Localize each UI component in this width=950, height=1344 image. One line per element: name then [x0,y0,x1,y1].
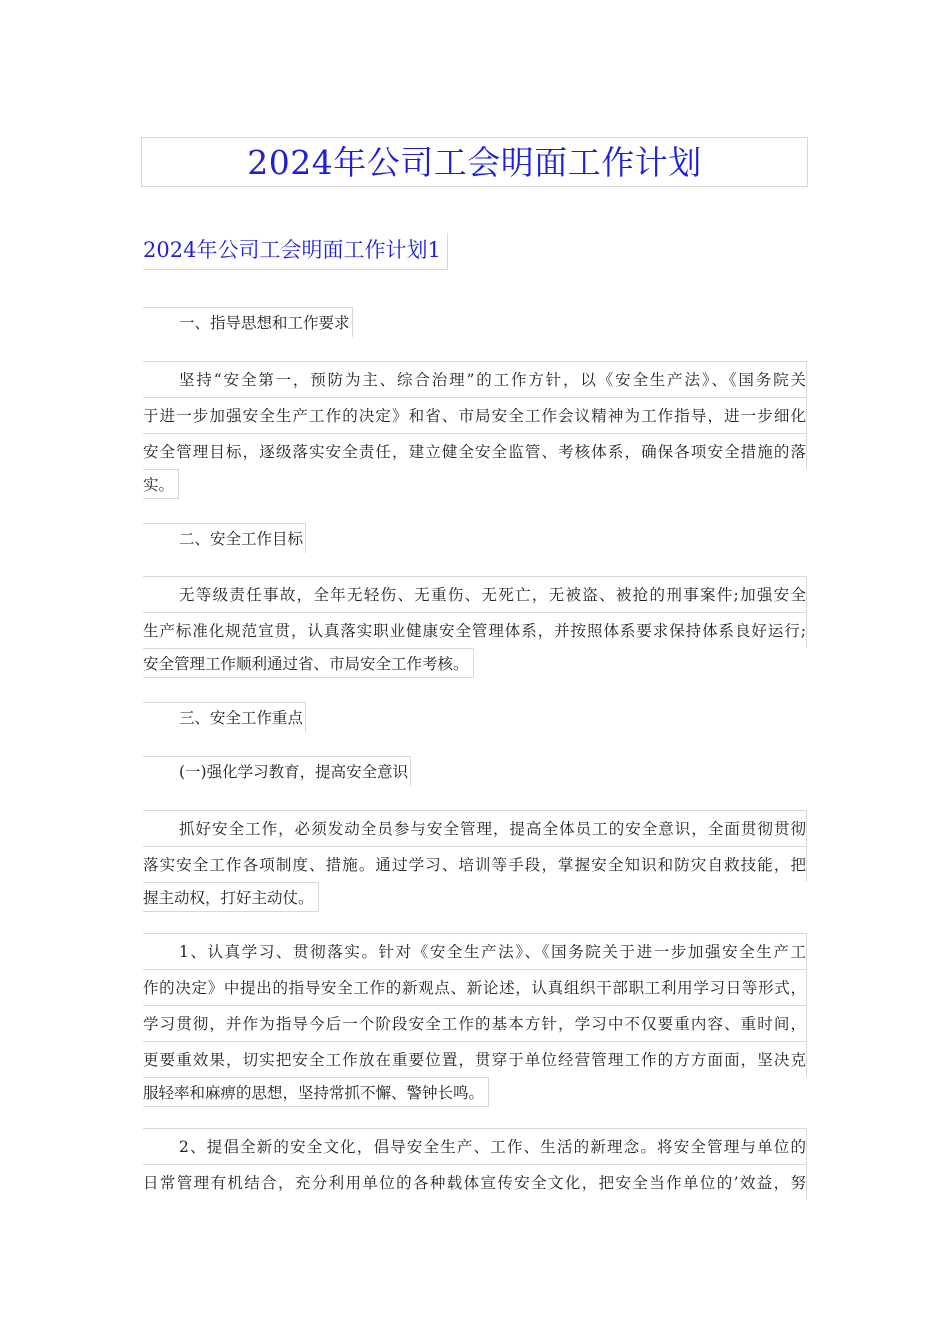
heading-safety-goals: 二、安全工作目标 [143,523,306,553]
paragraph-line: 日常管理有机结合，充分利用单位的各种载体宣传安全文化，把安全当作单位的’效益，努 [143,1164,807,1200]
title-frame [141,137,808,187]
heading-safety-focus: 三、安全工作重点 [143,702,306,732]
paragraph-line: 1、认真学习、贯彻落实。针对《安全生产法》、《国务院关于进一步加强安全生产工 [143,933,807,969]
paragraph-safety-goals [143,576,807,682]
document-title: 2024年公司工会明面工作计划 [247,142,702,182]
paragraph-line: 作的决定》中提出的指导安全工作的新观点、新论述，认真组织干部职工利用学习日等形式， [143,969,807,1005]
paragraph-line: 安全管理工作顺利通过省、市局安全工作考核。 [143,648,474,678]
paragraph-study-implement [143,933,807,1111]
paragraph-line: 安全管理目标，逐级落实安全责任，建立健全安全监管、考核体系，确保各项安全措施的落 [143,433,807,469]
heading-strengthen-education: (一)强化学习教育，提高安全意识 [143,756,411,786]
paragraph-guiding-ideology [143,361,807,503]
paragraph-line: 抓好安全工作，必须发动全员参与安全管理，提高全体员工的安全意识，全面贯彻贯彻 [143,810,807,846]
paragraph-line: 2、提倡全新的安全文化，倡导安全生产、工作、生活的新理念。将安全管理与单位的 [143,1128,807,1164]
paragraph-line: 于进一步加强安全生产工作的决定》和省、市局安全工作会议精神为工作指导，进一步细化 [143,397,807,433]
paragraph-line: 学习贯彻，并作为指导今后一个阶段安全工作的基本方针，学习中不仅要重内容、重时间， [143,1005,807,1041]
paragraph-line: 握主动权，打好主动仗。 [143,882,319,912]
heading-guiding-ideology: 一、指导思想和工作要求 [143,307,353,337]
paragraph-line: 坚持“安全第一，预防为主、综合治理”的工作方针，以《安全生产法》、《国务院关 [143,361,807,397]
paragraph-safety-work [143,810,807,916]
paragraph-line: 无等级责任事故，全年无轻伤、无重伤、无死亡，无被盗、被抢的刑事案件;加强安全 [143,576,807,612]
paragraph-line: 生产标准化规范宣贯，认真落实职业健康安全管理体系，并按照体系要求保持体系良好运行; [143,612,807,648]
paragraph-line: 实。 [143,469,179,499]
paragraph-line: 服轻率和麻痹的思想，坚持常抓不懈、警钟长鸣。 [143,1077,489,1107]
paragraph-line: 落实安全工作各项制度、措施。通过学习、培训等手段，掌握安全知识和防灾自救技能，把 [143,846,807,882]
paragraph-line: 更要重效果，切实把安全工作放在重要位置，贯穿于单位经营管理工作的方方面面，坚决克 [143,1041,807,1077]
paragraph-safety-culture [143,1128,807,1200]
section-subtitle: 2024年公司工会明面工作计划1 [143,233,448,270]
